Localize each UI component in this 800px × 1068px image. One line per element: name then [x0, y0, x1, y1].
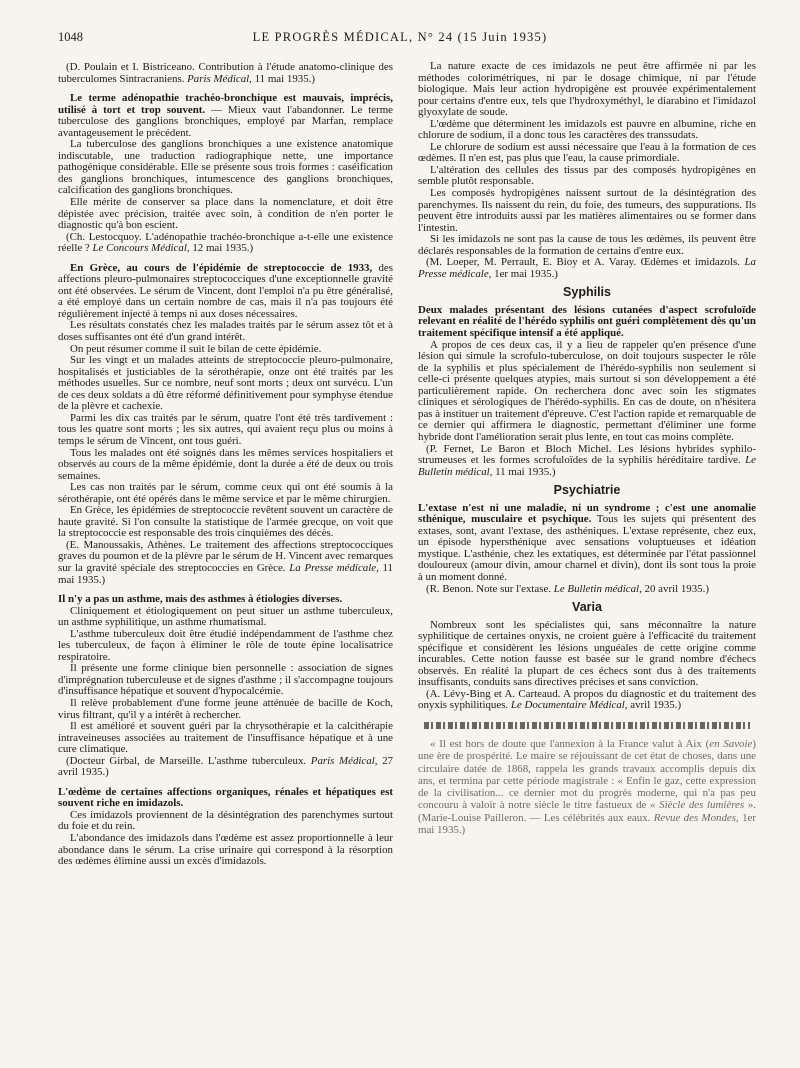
article-syphilis-heading — [418, 305, 756, 340]
article-heading: En Grèce, au cours de l'épidémie de streptococcie de 1933, — [70, 261, 373, 274]
section-title-psychiatrie: Psychiatrie — [553, 483, 621, 498]
citation-levy-bing: (A. Lévy-Bing et A. Carteaud. A propos du diagnostic et du traitement des onyxis syphilitiques. Le Documentaire Médical, avril 1935.) — [418, 687, 756, 712]
paragraph: Nombreux sont les spécialistes qui, sans méconnaître la nature syphilitique de certaines onyxis, ne croient guère à l'efficacité du traitement spécifique et considèrent les lésions unguéales de cette origine comme incurables. Cette notion fausse est basée sur le grand nombre d'échecs observés. En réalité la plupart de ces échecs sont dus à des traitements insuffisants, conduits sans directives précises et sans conviction. — [418, 618, 756, 689]
paragraph: En Grèce, les épidémies de streptococcie revêtent souvent un caractère de haute gravité. Si l'on consulte la statistique de l'armée grecque, on voit que la streptococcie est responsable des trois cinquièmes des décès. — [58, 504, 393, 540]
paragraph: Si les imidazols ne sont pas la cause de tous les œdèmes, ils peuvent être déclarés responsables de la formation de certains d'entre eux. — [418, 233, 756, 257]
paragraph: Parmi les dix cas traités par le sérum, quatre l'ont été très tardivement : tous les quatre sont morts ; les six autres, qui avaient reçu plus ou moins à temps le sérum de Vincent, ont tous guéri. — [58, 411, 393, 447]
paragraph: Ces imidazols proviennent de la désintégration des parenchymes surtout du foie et du rein. — [58, 808, 393, 833]
page-number: 1048 — [58, 30, 83, 44]
citation-lestocquoy: (Ch. Lestocquoy. L'adénopathie trachéo-bronchique a-t-elle une existence réelle ? Le Concours Médical, 12 mai 1935.) — [58, 230, 393, 255]
citation-poulain: (D. Poulain et I. Bistriceano. Contribution à l'étude anatomo-clinique des tuberculomes Sintracraniens. Paris Médical, 11 mai 1935.) — [58, 61, 393, 85]
section-title-syphilis: Syphilis — [563, 285, 611, 300]
paragraph: Les résultats constatés chez les malades traités par le sérum assez tôt et à doses suffisantes ont été d'un grand intérêt. — [58, 319, 393, 344]
quote-pailleron: « Il est hors de doute que l'annexion à la France valut à Aix (en Savoie) une ère de prospérité. Le maire se réjouissant de cet état de choses, dans une circulaire datée de 1868, rappela les grands travaux accomplis depuis dix ans, et termina par cette période magistrale : « Enfin le gaz, cette expression de la civilisation... ce dernier mot du progrès moderne, qui n'a pas peu concouru à valoir à notre siècle le titre fastueux de « Siècle des lumières ». (Marie-Louise Pailleron. — Les célébrités aux eaux. Revue des Mondes, 1er mai 1935.) — [418, 737, 756, 837]
paragraph: Il présente une forme clinique bien personnelle : association de signes d'imprégnation tuberculeuse et de signes d'asthme ; il s'accompagne toujours d'insuffisance hépatique et souvent d'hypocalcémie. — [58, 662, 393, 698]
ornamental-divider — [424, 722, 750, 729]
citation-girbal: (Docteur Girbal, de Marseille. L'asthme tuberculeux. Paris Médical, 27 avril 1935.) — [58, 754, 393, 779]
article-heading: Il n'y a pas un asthme, mais des asthmes à étiologies diverses. — [58, 593, 343, 606]
left-column — [58, 62, 393, 868]
paragraph: On peut résumer comme il suit le bilan de cette épidémie. — [70, 342, 322, 355]
paragraph: Sur les vingt et un malades atteints de streptococcie pleuro-pulmonaire, hospitalisés et justiciables de la sérothérapie, onze ont été traités par les méthodes usuelles. Sur ce nombre, neuf sont morts ; deux ont survécu. L'un de ces deux soldats a dû être réformé définitivement pour symphyse étendue de la plèvre et cachexie. — [58, 354, 393, 413]
article-asthme-heading — [58, 594, 393, 606]
article-heading: Deux malades présentant des lésions cutanées d'aspect scrofuloïde relevant en réalité de l'hérédo syphilis ont guéri complètement dès qu'un traitement spécifique intensif a été appliqué. — [418, 303, 756, 340]
paragraph: A propos de ces deux cas, il y a lieu de rappeler qu'en présence d'une lésion qui simule la scrofulo-tuberculose, on doit toujours suspecter le rôle de la syphilis et plus spécialement de l'hérédo-syphilis non seulement si celle-ci présente quelques atypies, mais surtout si son développement a été particulièrement rapide. On recherchera donc avec soin les stigmates cliniques et sérologiques de l'hérédo-syphilis. En cas de doute, on n'hésitera pas à instituer un traitement d'épreuve. C'est l'action rapide et remarquable de ce dernier qui affirmera le diagnostic, permettant d'éliminer une forme hybride dont l'amélioration serait plus lente, en tout cas moins complète. — [418, 338, 756, 443]
paragraph: Elle mérite de conserver sa place dans la nomenclature, et doit être dépistée avec précision, traitée avec soin, à condition de n'en porter le diagnostic qu'à bon escient. — [58, 196, 393, 232]
paragraph: L'œdème que déterminent les imidazols est pauvre en albumine, riche en chlorure de sodium, il a donc tous les caractères des transsudats. — [418, 117, 756, 142]
journal-title: LE PROGRÈS MÉDICAL, N° 24 (15 Juin 1935) — [252, 30, 548, 44]
citation-manoussakis: (E. Manoussakis, Athènes. Le traitement des affections streptococciques graves du poumon et de la plèvre par le sérum de H. Vincent avec remarques sur la gravité spéciale des streptococcies en Grèce. La Presse médicale, 11 mai 1935.) — [58, 538, 394, 586]
citation-loeper: (M. Loeper, M. Perrault, E. Bioy et A. Varay. Œdèmes et imidazols. La Presse médicale, 1er mai 1935.) — [418, 256, 756, 280]
citation-benon: (R. Benon. Note sur l'extase. Le Bulletin médical, 20 avril 1935.) — [426, 582, 709, 595]
article-adenopathie: Le terme adénopathie trachéo-bronchique est mauvais, imprécis, utilisé à tort et trop souvent. — Mieux vaut l'abandonner. Le terme tuberculose des ganglions bronchiques, employé par Marfan, remplace avantageusement le précédent. — [58, 92, 394, 139]
paragraph: Cliniquement et étiologiquement on peut situer un asthme tuberculeux, un asthme syphilitique, un asthme rhumatismal. — [58, 604, 393, 629]
paragraph: L'asthme tuberculeux doit être étudié indépendamment de l'asthme chez les tuberculeux, de façon à éliminer le rôle de toute épine localisatrice respiratoire. — [58, 627, 393, 663]
article-heading: L'extase n'est ni une maladie, ni un syndrome ; c'est une anomalie sthénique, musculaire et psychique. — [418, 501, 756, 526]
running-header — [58, 30, 742, 46]
paragraph: Les composés hydropigènes naissent surtout de la désintégration des parenchymes. Ils naissent du rein, du foie, des tumeurs, des suppurations. Ils peuvent être introduits aussi par les matières alimentaires ou se former dans l'intestin. — [418, 187, 756, 234]
article-heading: Le terme adénopathie trachéo-bronchique est mauvais, imprécis, utilisé à tort et trop souvent. — [58, 92, 393, 116]
paragraph: Le chlorure de sodium est aussi nécessaire que l'eau à la formation de ces œdèmes. Il n'en est, pas plus que l'eau, la cause primordiale. — [418, 140, 756, 165]
paragraph: Tous les malades ont été soignés dans les mêmes services hospitaliers et observés au cours de la même épidémie, dont la durée a été de deux ou trois semaines. — [58, 446, 393, 482]
section-title-varia: Varia — [572, 600, 602, 615]
citation-fernet: (P. Fernet, Le Baron et Bloch Michel. Les lésions hybrides syphilo-strumeuses et les formes scrofuloïdes de la syphilis héréditaire tardive. Le Bulletin médical, 11 mai 1935.) — [418, 442, 756, 478]
paragraph: La nature exacte de ces imidazols ne peut être affirmée ni par les méthodes colorimétriques, ni par le dosage chimique, ni par l'étude biologique. Mais leur action hydropigène est prouvée expérimentalement pour certains d'entre eux, tels que l'hydroxyméthyl, le diarabino et l'imidazol glyoxylate de soude. — [418, 60, 756, 119]
paragraph: Il relève probablement d'une forme jeune atténuée de bacille de Koch, virus filtrant, qu'il y a intérêt à rechercher. — [58, 696, 393, 721]
paragraph: Il est amélioré et souvent guéri par la chrysothérapie et la calcithérapie intraveineuses associées au traitement de l'insuffisance hépatique et à une cure climatique. — [58, 720, 393, 756]
paragraph: Les cas non traités par le sérum, comme ceux qui ont été soumis à la sérothérapie, ont été opérés dans le même service et par le même chirurgien. — [58, 481, 393, 505]
paragraph: L'abondance des imidazols dans l'œdème est assez proportionnelle à leur abondance dans le sérum. La crise urinaire qui correspond à la résorption des œdèmes élimine aussi un excès d'imidazols. — [58, 832, 393, 868]
article-streptococcie: En Grèce, au cours de l'épidémie de streptococcie de 1933, des affections pleuro-pulmonaires streptococciques d'une exceptionnelle gravité ont été observées. Le sérum de Vincent, dont l'emploi n'a pu être généralisé, a été employé dans un certain nombre de cas, mais il n'a pas toujours été régulièrement injecté à temps ni aux doses nécessaires. — [58, 261, 393, 320]
paragraph: L'altération des cellules des tissus par des composés hydropigènes en semble plutôt responsable. — [418, 163, 756, 188]
right-column — [418, 61, 756, 836]
paragraph: La tuberculose des ganglions bronchiques a une existence anatomique indiscutable, une traduction radiographique nette, une importance pathogénique considérable. Elle se présente sous trois formes : caséification des ganglions bronchiques, intumescence des ganglions bronchiques, calcification des ganglions bronchiques. — [58, 138, 393, 197]
article-heading: L'œdème de certaines affections organiques, rénales et hépatiques est souvent riche en imidazols. — [58, 785, 393, 810]
article-extase: L'extase n'est ni une maladie, ni un syndrome ; c'est une anomalie sthénique, musculaire et psychique. Tous les sujets qui présentent des extases, sont, avant l'extase, des asthéniques. L'extase représente, chez eux, un épisode hypersthénique avec sensations voluptueuses et idéation mystique. L'asthénie, chez les extatiques, est déterminée par l'état passionnel douloureux (amour divin, amour charnel et divin), dont ils sont tous la proie à un moment donné. — [418, 501, 756, 583]
article-oedeme-heading — [58, 787, 393, 810]
